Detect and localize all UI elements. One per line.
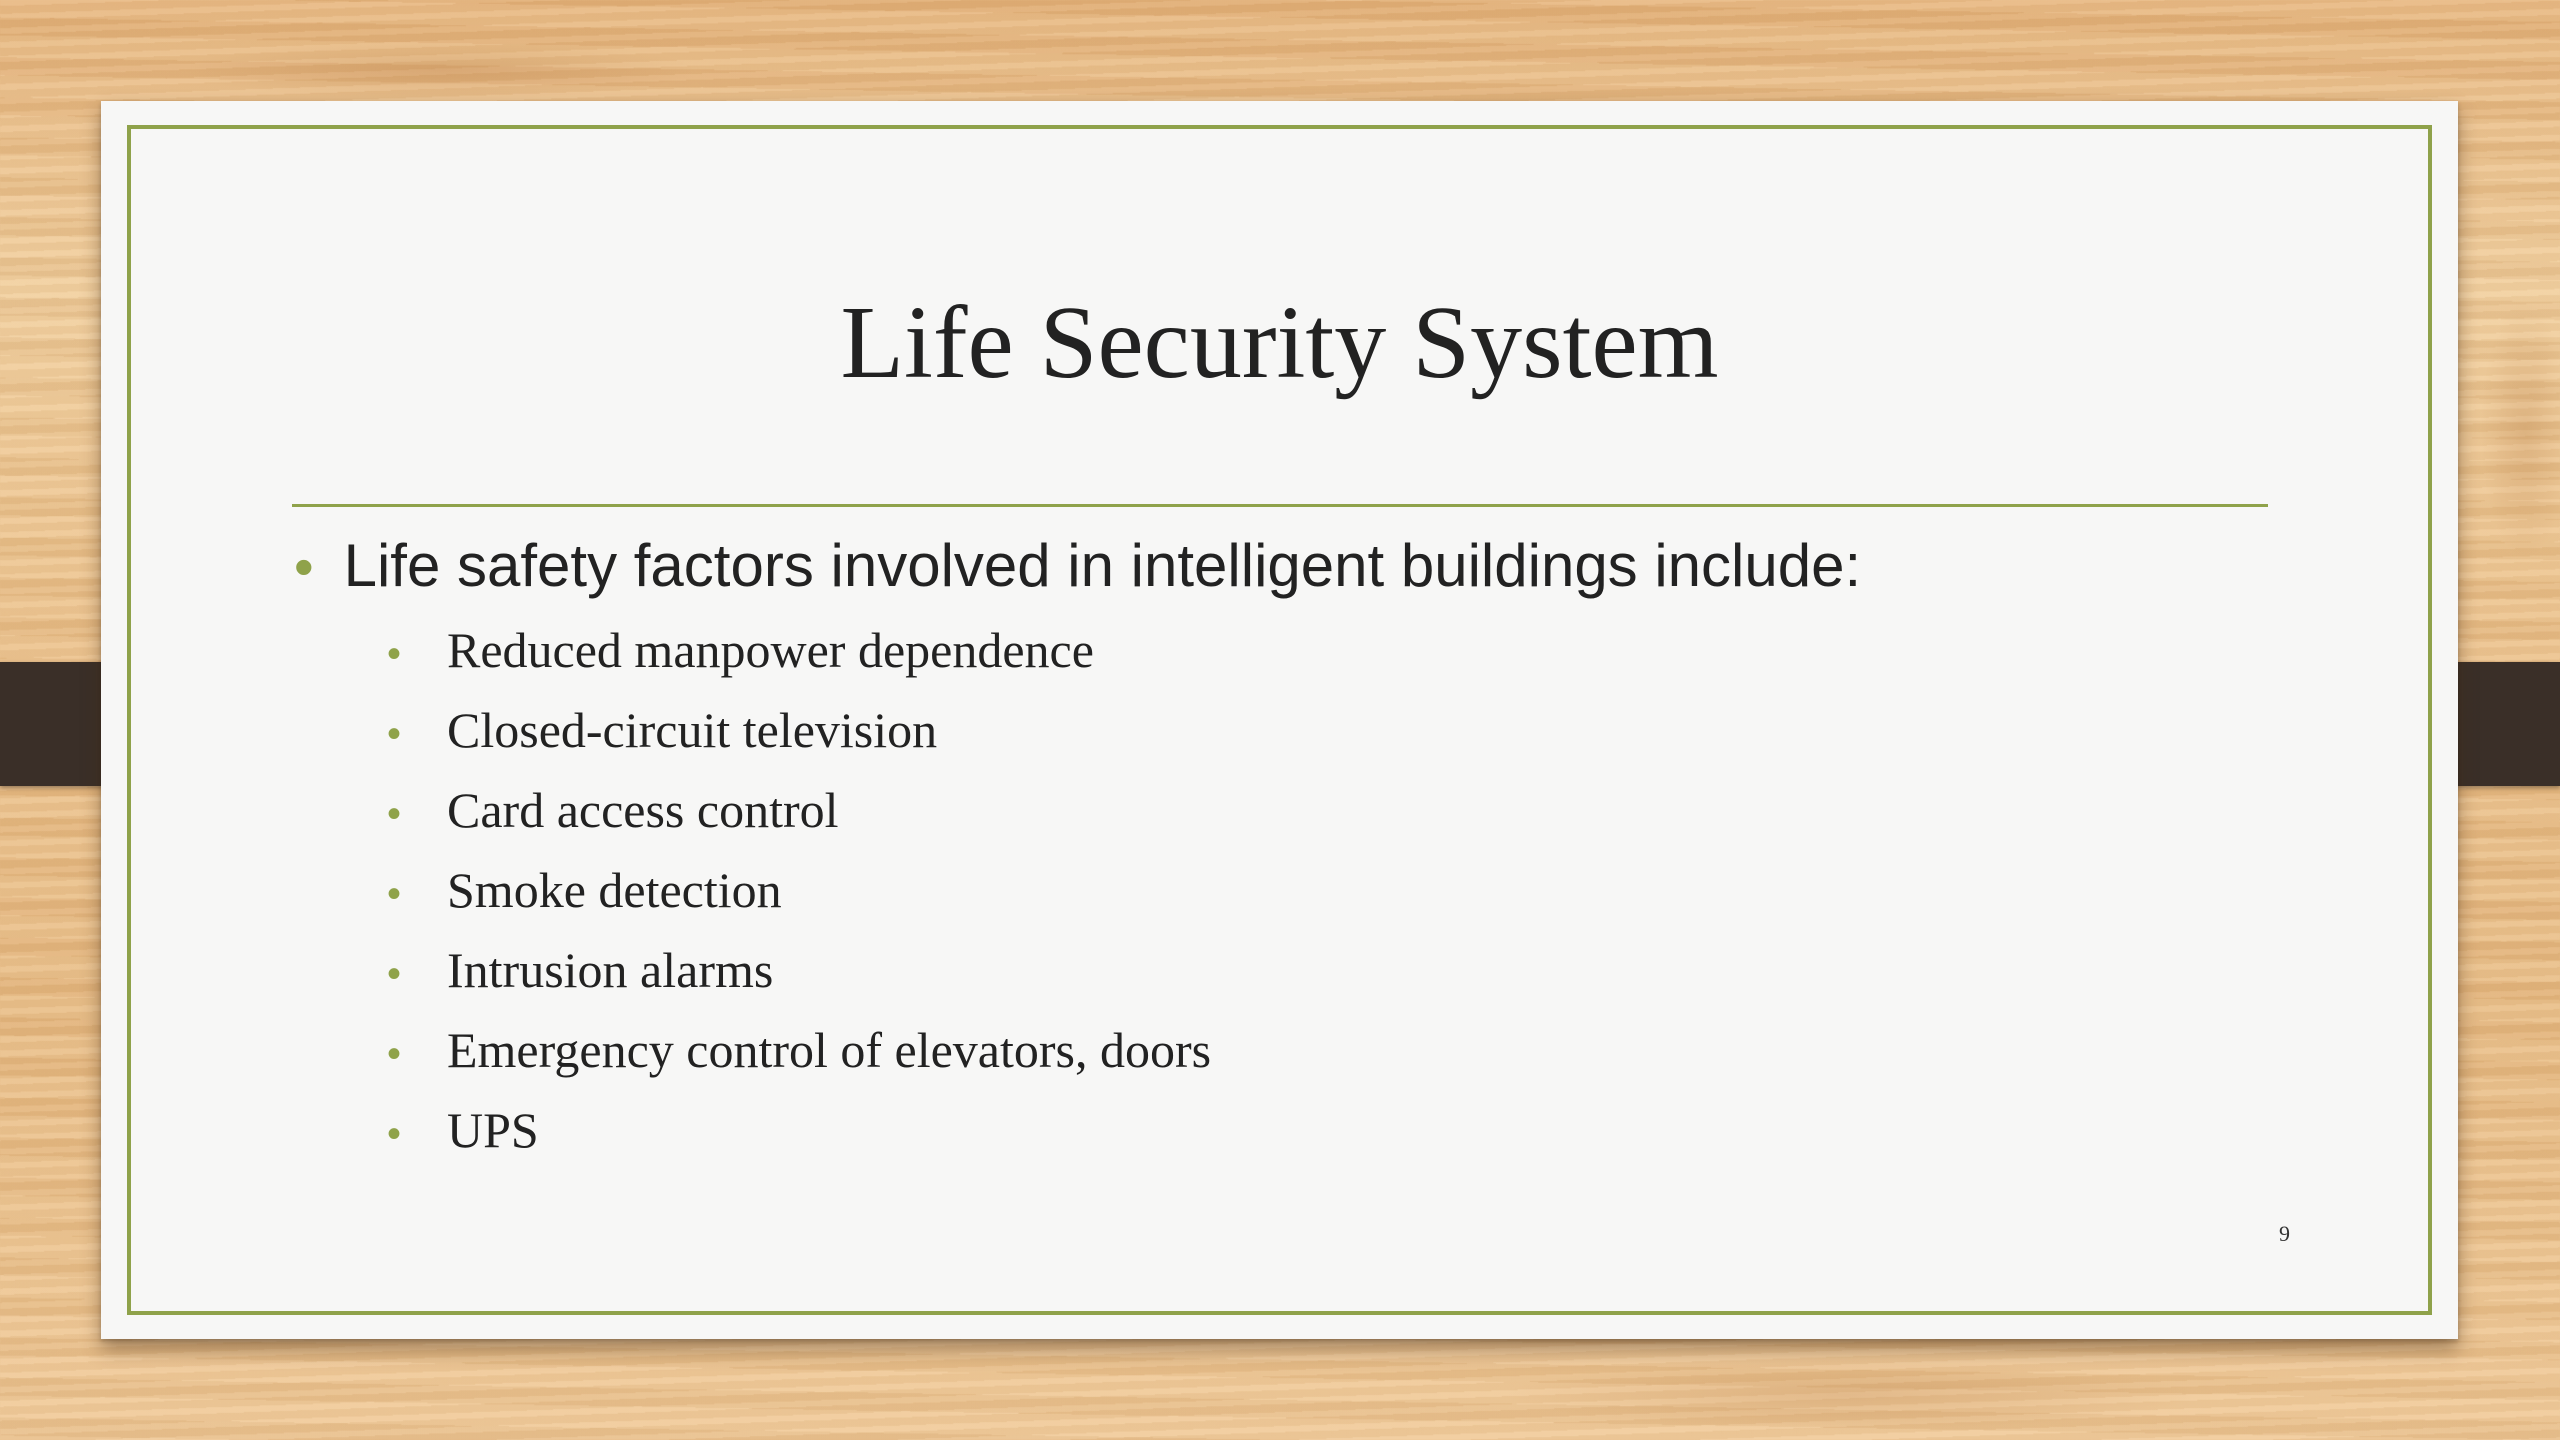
list-item-text: Smoke detection (447, 862, 782, 918)
list-item-text: Reduced manpower dependence (447, 622, 1094, 678)
list-item (387, 941, 1211, 1021)
main-bullet (294, 531, 1861, 600)
bullet-dot-icon: • (387, 952, 402, 996)
bullet-dot-icon: • (387, 1032, 402, 1076)
list-item-text: Closed-circuit television (447, 702, 938, 758)
list-item (387, 1101, 1211, 1181)
wood-texture (1500, 1360, 2200, 1430)
list-item (387, 781, 1211, 861)
list-item-text: Intrusion alarms (447, 942, 774, 998)
bullet-dot-icon: • (387, 632, 402, 676)
slide-title: Life Security System (840, 285, 1719, 400)
list-item-text: Emergency control of elevators, doors (447, 1022, 1212, 1078)
bullet-dot-icon: • (294, 535, 314, 598)
bullet-dot-icon: • (387, 872, 402, 916)
list-item-text: Card access control (447, 782, 839, 838)
main-bullet-text: Life safety factors involved in intelligent buildings include: (343, 532, 1862, 599)
list-item-text: UPS (447, 1102, 539, 1158)
wood-texture (2480, 300, 2560, 560)
list-item (387, 621, 1211, 701)
bullet-dot-icon: • (387, 792, 402, 836)
title-divider (292, 504, 2268, 507)
list-item (387, 1021, 1211, 1101)
page-number: 9 (2279, 1221, 2290, 1246)
list-item (387, 701, 1211, 781)
wood-texture (180, 40, 700, 100)
sub-bullet-list (387, 621, 1211, 1181)
bullet-dot-icon: • (387, 1112, 402, 1156)
list-item (387, 861, 1211, 941)
slide (101, 101, 2458, 1339)
bullet-dot-icon: • (387, 712, 402, 756)
